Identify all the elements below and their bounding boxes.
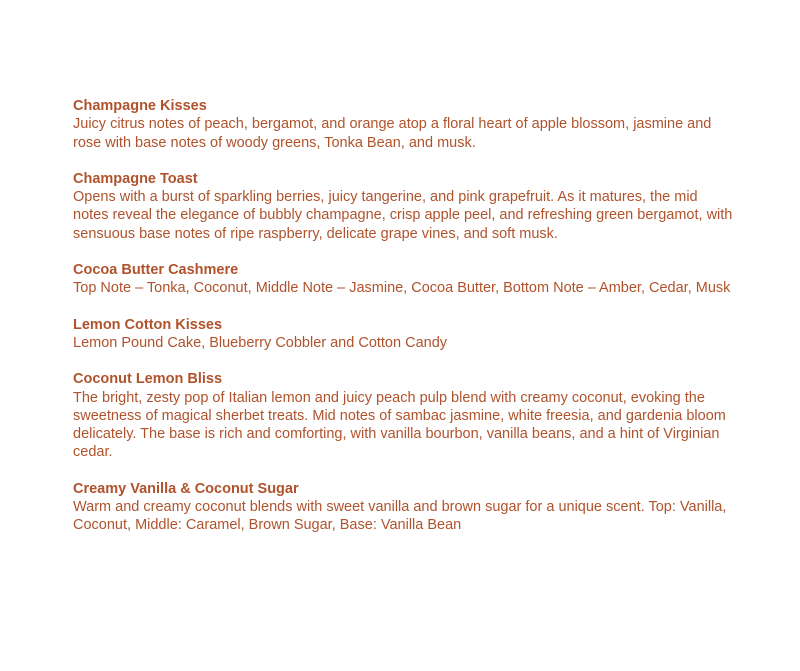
scent-description: Opens with a burst of sparkling berries, juicy tangerine, and pink grapefruit. As it matures, the mid notes reveal the elegance of bubbly champagne, crisp apple peel, and refreshing green bergamot, with sensuous base notes of ripe raspberry, delicate grape vines, and soft musk. [73, 189, 733, 242]
scent-description: The bright, zesty pop of Italian lemon and juicy peach pulp blend with creamy coconut, evoking the sweetness of magical sherbet treats. Mid notes of sambac jasmine, white freesia, and gardenia bloom delicately. The base is rich and comforting, with vanilla bourbon, vanilla beans, and a hint of Virginian cedar. [73, 389, 726, 461]
scent-description: Juicy citrus notes of peach, bergamot, and orange atop a floral heart of apple blossom, jasmine and rose with base notes of woody greens, Tonka Bean, and musk. [73, 116, 712, 151]
scent-description: Lemon Pound Cake, Blueberry Cobbler and Cotton Candy [73, 334, 448, 351]
scent-entry [73, 97, 733, 152]
scent-name: Champagne Toast [73, 170, 198, 187]
scent-description: Top Note – Tonka, Coconut, Middle Note – Jasmine, Cocoa Butter, Bottom Note – Amber, Cedar, Musk [73, 280, 731, 297]
scent-name: Lemon Cotton Kisses [73, 316, 223, 333]
scent-name: Coconut Lemon Bliss [73, 371, 223, 388]
scent-entry [73, 170, 733, 243]
scent-list [73, 97, 733, 553]
scent-name: Creamy Vanilla & Coconut Sugar [73, 480, 299, 497]
scent-name: Champagne Kisses [73, 98, 207, 114]
scent-entry [73, 316, 733, 353]
scent-name: Cocoa Butter Cashmere [73, 262, 239, 279]
scent-entry [73, 480, 733, 535]
scent-entry [73, 261, 733, 298]
scent-entry [73, 370, 733, 461]
scent-description: Warm and creamy coconut blends with sweet vanilla and brown sugar for a unique scent. Top: Vanilla, Coconut, Middle: Caramel, Brown Sugar, Base: Vanilla Bean [73, 499, 727, 534]
